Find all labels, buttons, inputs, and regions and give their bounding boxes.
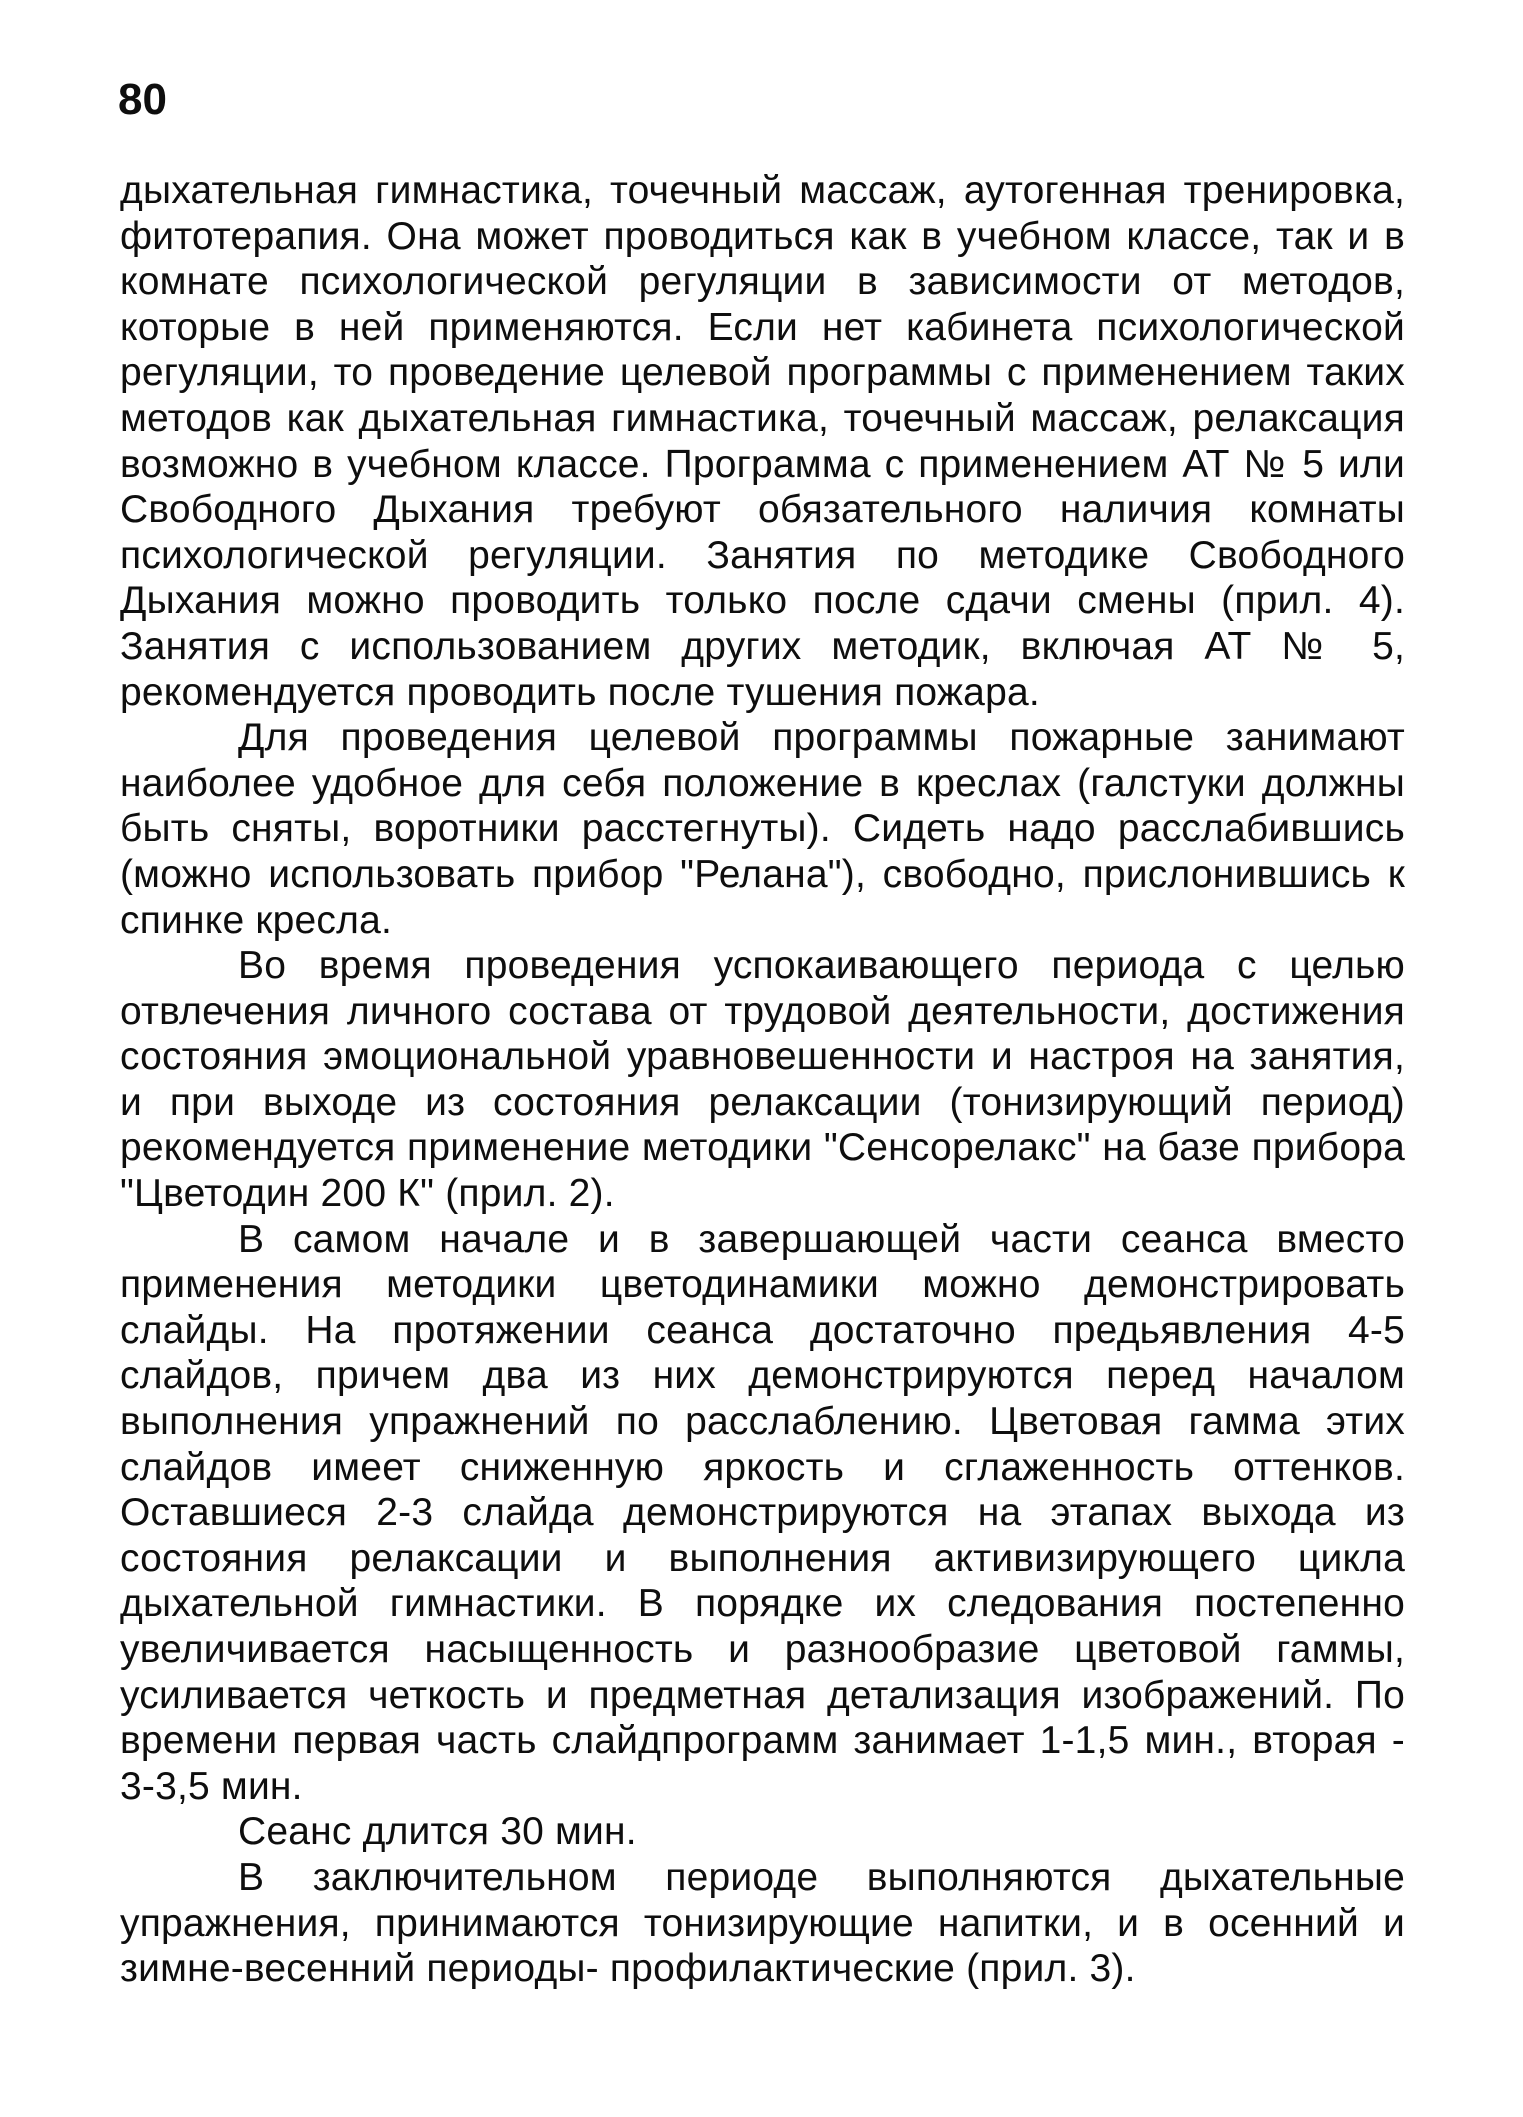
paragraph-1: дыхательная гимнастика, точечный массаж, аутогенная тренировка, фитотерапия. Она может проводиться как в учебном классе, так и в комнате психологической регуляции в зависимости от методов, которые в ней применяются. Если нет кабинета психологической регуляции, то проведение целевой программы с применением таких методов как дыхательная гимнастика, точечный массаж, релаксация возможно в учебном классе. Программа с применением АТ № 5 или Свободного Дыхания требуют обязательного наличия комнаты психологической регуляции. Занятия по методике Свободного Дыхания можно проводить только после сдачи смены (прил. 4). Занятия с использованием других методик, включая АТ № 5, рекомендуется проводить после тушения пожара.: [120, 169, 1405, 714]
paragraph-3: Во время проведения успокаивающего периода с целью отвлечения личного состава от трудовой деятельности, достижения состояния эмоциональной уравновешенности и настроя на занятия, и при выходе из состояния релаксации (тонизирующий период) рекомендуется применение методики "Сенсорелакс" на базе прибора "Цветодин 200 К" (прил. 2).: [120, 944, 1405, 1216]
paragraph-4: В самом начале и в завершающей части сеанса вместо применения методики цветодинамики можно демонстрировать слайды. На протяжении сеанса достаточно предьявления 4-5 слайдов, причем два из них демонстрируются перед началом выполнения упражнений по расслаблению. Цветовая гамма этих слайдов имеет сниженную яркость и сглаженность оттенков. Оставшиеся 2-3 слайда демонстрируются на этапах выхода из состояния релаксации и выполнения активизирующего цикла дыхательной гимнастики. В порядке их следования постепенно увеличивается насыщенность и разнообразие цветовой гаммы, усиливается четкость и предметная детализация изображений. По времени первая часть слайдпрограмм занимает 1-1,5 мин., вторая - 3-3,5 мин.: [120, 1217, 1405, 1808]
paragraph-2: Для проведения целевой программы пожарные занимают наиболее удобное для себя положение в креслах (галстуки должны быть сняты, воротники расстегнуты). Сидеть надо расслабившись (можно использовать прибор "Релана"), свободно, прислонившись к спинке кресла.: [120, 716, 1405, 942]
body-text: [120, 168, 1405, 1992]
paragraph-6: В заключительном периоде выполняются дыхательные упражнения, принимаются тонизирующие напитки, и в осенний и зимне-весенний периоды- профилактические (прил. 3).: [120, 1855, 1405, 1991]
page-number: 80: [118, 75, 167, 124]
paragraph-5: Сеанс длится 30 мин.: [238, 1810, 637, 1854]
